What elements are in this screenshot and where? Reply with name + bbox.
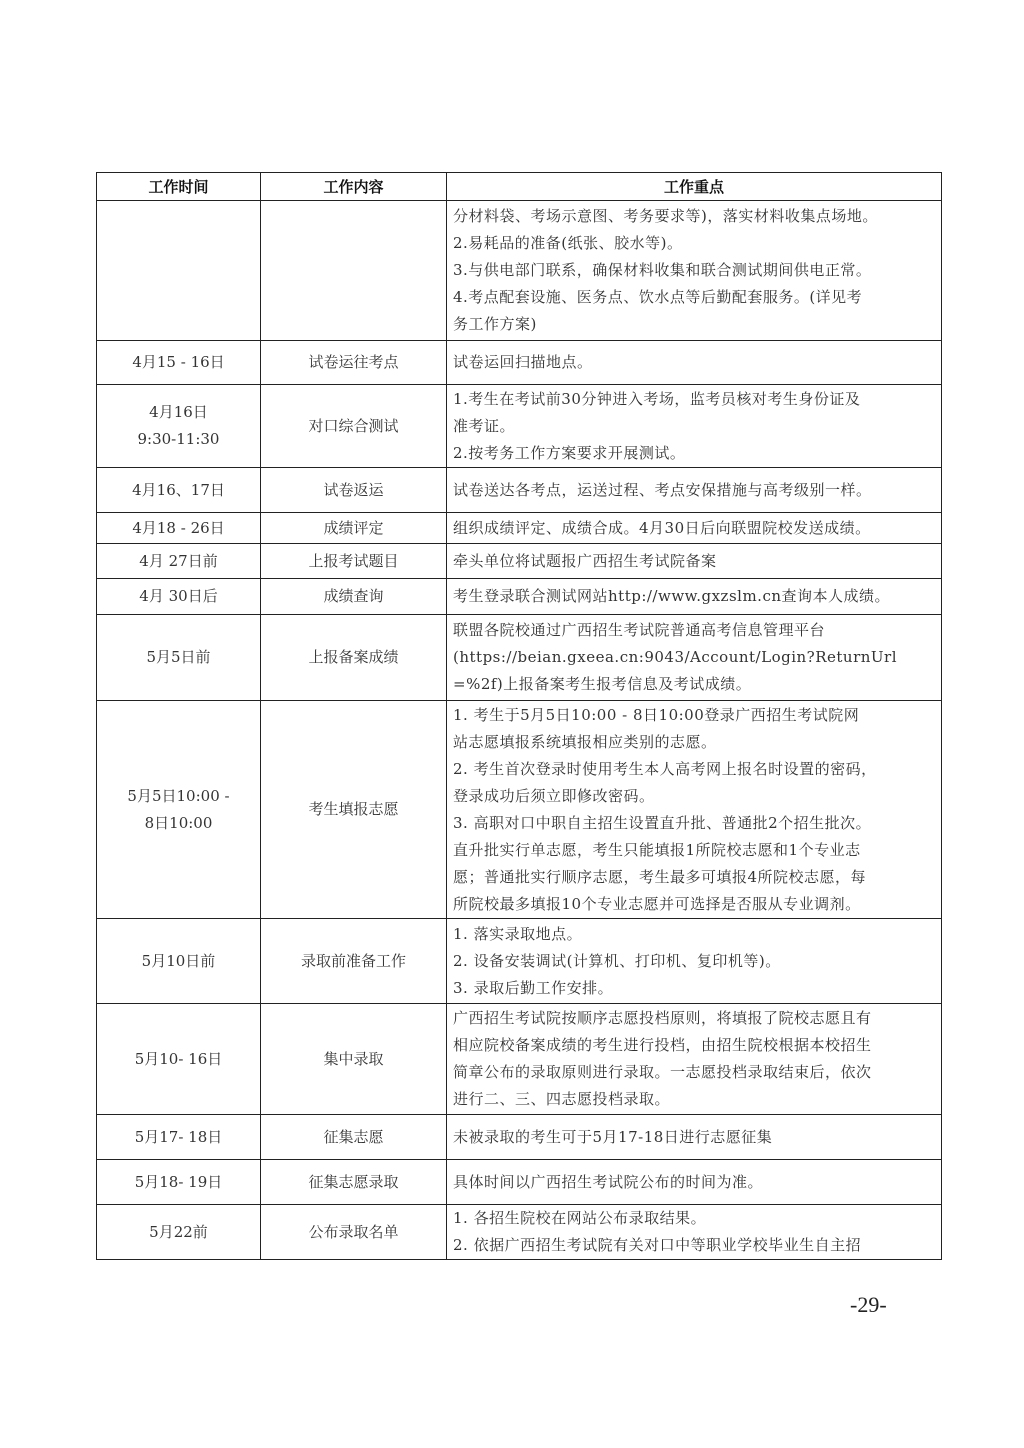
table-row — [97, 919, 942, 1004]
cell-content: 对口综合测试 — [261, 385, 447, 468]
table-row — [97, 615, 942, 701]
table-header-row — [97, 173, 942, 201]
focus-line: 进行二、三、四志愿投档录取。 — [453, 1090, 671, 1108]
focus-line: 联盟各院校通过广西招生考试院普通高考信息管理平台 — [453, 621, 826, 639]
cell-time — [97, 1004, 261, 1115]
cell-content: 征集志愿 — [261, 1115, 447, 1160]
cell-focus — [447, 544, 942, 579]
header-focus: 工作重点 — [447, 173, 942, 201]
cell-content: 公布录取名单 — [261, 1205, 447, 1260]
focus-line: 1.考生在考试前30分钟进入考场，监考员核对考生身份证及 — [453, 389, 861, 408]
time-line: 5月5日前 — [146, 648, 211, 666]
time-line: 5月10- 16日 — [134, 1049, 223, 1068]
focus-line: 务工作方案) — [453, 315, 537, 333]
cell-time — [97, 513, 261, 544]
cell-content: 上报考试题目 — [261, 544, 447, 579]
table-row — [97, 1115, 942, 1160]
focus-line: 站志愿填报系统填报相应类别的志愿。 — [453, 732, 717, 751]
time-line: 4月18 - 26日 — [132, 518, 225, 537]
focus-line: 2. 考生首次登录时使用考生本人高考网上报名时设置的密码， — [453, 759, 877, 778]
cell-time — [97, 579, 261, 615]
focus-line: 1. 各招生院校在网站公布录取结果。 — [453, 1209, 707, 1227]
focus-line: 试卷送达各考点，运送过程、考点安保措施与高考级别一样。 — [453, 480, 872, 499]
cell-time — [97, 615, 261, 701]
focus-line: 组织成绩评定、成绩合成。4月30日后向联盟院校发送成绩。 — [453, 518, 871, 537]
focus-line: 2. 依据广西招生考试院有关对口中等职业学校毕业生自主招 — [453, 1236, 862, 1254]
header-content: 工作内容 — [261, 173, 447, 201]
cell-time — [97, 919, 261, 1004]
cell-focus — [447, 385, 942, 468]
table-row — [97, 1004, 942, 1115]
focus-line: 3. 高职对口中职自主招生设置直升批、普通批2个招生批次。 — [453, 813, 872, 832]
focus-line: 1. 考生于5月5日10:00 - 8日10:00登录广西招生考试院网 — [453, 705, 860, 724]
table-row — [97, 1160, 942, 1205]
time-line: 4月16、17日 — [132, 480, 225, 499]
schedule-table — [96, 172, 942, 1260]
focus-line: 分材料袋、考场示意图、考务要求等)，落实材料收集点场地。 — [453, 207, 878, 225]
time-line: 9:30-11:30 — [137, 430, 220, 448]
cell-focus — [447, 615, 942, 701]
focus-line: 未被录取的考生可于5月17-18日进行志愿征集 — [453, 1127, 773, 1146]
cell-focus — [447, 1160, 942, 1205]
cell-focus — [447, 701, 942, 919]
focus-line: 直升批实行单志愿，考生只能填报1所院校志愿和1个专业志 — [453, 840, 861, 859]
cell-focus — [447, 579, 942, 615]
cell-content: 集中录取 — [261, 1004, 447, 1115]
focus-line: 3.与供电部门联系，确保材料收集和联合测试期间供电正常。 — [453, 261, 872, 279]
focus-line: 愿；普通批实行顺序志愿，考生最多可填报4所院校志愿，每 — [453, 867, 867, 886]
focus-line: 试卷运回扫描地点。 — [453, 353, 593, 371]
table-row — [97, 1205, 942, 1260]
cell-content: 成绩评定 — [261, 513, 447, 544]
time-line: 4月 27日前 — [139, 551, 218, 570]
time-line: 5月18- 19日 — [134, 1172, 223, 1191]
cell-focus — [447, 513, 942, 544]
focus-line: 4.考点配套设施、医务点、饮水点等后勤配套服务。(详见考 — [453, 288, 863, 306]
focus-line: 具体时间以广西招生考试院公布的时间为准。 — [453, 1172, 764, 1191]
cell-time — [97, 544, 261, 579]
cell-focus — [447, 341, 942, 385]
time-line: 4月15 - 16日 — [132, 353, 225, 371]
cell-content — [261, 201, 447, 341]
cell-content: 试卷返运 — [261, 468, 447, 513]
focus-line: (https://beian.gxeea.cn:9043/Account/Login?ReturnUrl — [453, 648, 898, 666]
cell-focus — [447, 919, 942, 1004]
time-line: 5月22前 — [149, 1222, 208, 1241]
table-row — [97, 385, 942, 468]
cell-content: 考生填报志愿 — [261, 701, 447, 919]
focus-line: 2.易耗品的准备(纸张、胶水等)。 — [453, 234, 683, 252]
cell-focus — [447, 201, 942, 341]
time-line: 8日10:00 — [144, 813, 213, 832]
focus-line: 考生登录联合测试网站http://www.gxzslm.cn查询本人成绩。 — [453, 587, 891, 605]
time-line: 5月17- 18日 — [134, 1127, 223, 1146]
focus-line: 2.按考务工作方案要求开展测试。 — [453, 443, 686, 462]
table-row — [97, 468, 942, 513]
table-row — [97, 701, 942, 919]
focus-line: 3. 录取后勤工作安排。 — [453, 978, 614, 997]
cell-time — [97, 1160, 261, 1205]
focus-line: 牵头单位将试题报广西招生考试院备案 — [453, 551, 717, 570]
cell-focus — [447, 1115, 942, 1160]
cell-focus — [447, 468, 942, 513]
focus-line: 广西招生考试院按顺序志愿投档原则，将填报了院校志愿且有 — [453, 1009, 872, 1027]
time-line: 4月 30日后 — [139, 587, 218, 605]
time-line: 4月16日 — [149, 403, 208, 421]
cell-time — [97, 385, 261, 468]
table-row — [97, 201, 942, 341]
focus-line: 2. 设备安装调试(计算机、打印机、复印机等)。 — [453, 951, 781, 970]
table-row — [97, 341, 942, 385]
focus-line: 相应院校备案成绩的考生进行投档，由招生院校根据本校招生 — [453, 1036, 872, 1054]
cell-time — [97, 1205, 261, 1260]
cell-content: 上报备案成绩 — [261, 615, 447, 701]
table-row — [97, 579, 942, 615]
focus-line: 简章公布的录取原则进行录取。一志愿投档录取结束后，依次 — [453, 1063, 872, 1081]
cell-focus — [447, 1004, 942, 1115]
time-line: 5月10日前 — [141, 951, 216, 970]
focus-line: 登录成功后须立即修改密码。 — [453, 786, 655, 805]
cell-content: 录取前准备工作 — [261, 919, 447, 1004]
page-number: -29- — [850, 1292, 887, 1317]
focus-line: 准考证。 — [453, 416, 516, 435]
table-row — [97, 544, 942, 579]
time-line: 5月5日10:00 - — [127, 786, 230, 805]
cell-time — [97, 701, 261, 919]
cell-content: 成绩查询 — [261, 579, 447, 615]
header-time: 工作时间 — [97, 173, 261, 201]
cell-content: 征集志愿录取 — [261, 1160, 447, 1205]
cell-time — [97, 341, 261, 385]
cell-content: 试卷运往考点 — [261, 341, 447, 385]
cell-focus — [447, 1205, 942, 1260]
focus-line: 1. 落实录取地点。 — [453, 924, 583, 943]
cell-time — [97, 201, 261, 341]
table-row — [97, 513, 942, 544]
cell-time — [97, 468, 261, 513]
cell-time — [97, 1115, 261, 1160]
focus-line: =%2f)上报备案考生报考信息及考试成绩。 — [453, 675, 752, 693]
focus-line: 所院校最多填报10个专业志愿并可选择是否服从专业调剂。 — [453, 894, 861, 913]
